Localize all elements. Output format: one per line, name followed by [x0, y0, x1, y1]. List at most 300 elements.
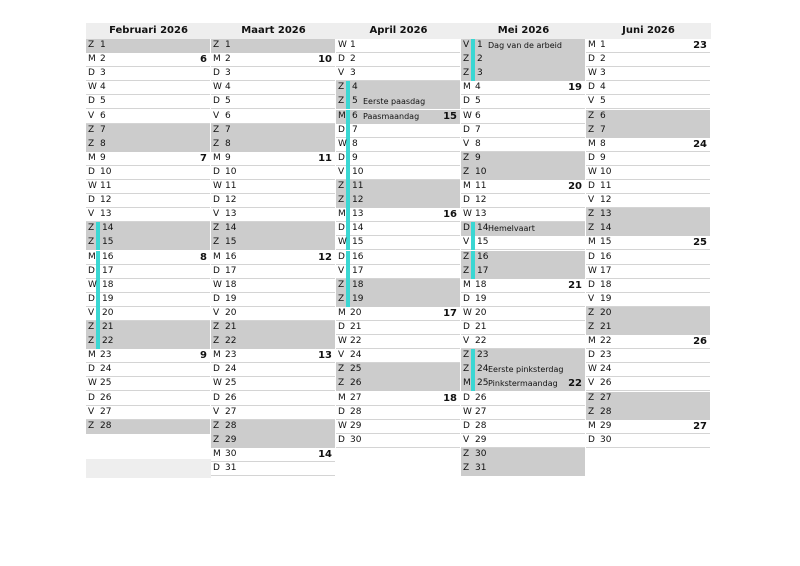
day-row: [461, 194, 585, 208]
day-number: 9: [475, 152, 481, 163]
day-row: [461, 251, 585, 265]
weekday-letter: V: [338, 350, 345, 361]
day-number: 3: [600, 68, 606, 79]
day-number: 14: [225, 223, 237, 234]
day-number: 16: [225, 251, 237, 262]
weekday-letter: W: [213, 82, 222, 93]
day-number: 19: [600, 293, 612, 304]
weekday-letter: Z: [88, 138, 95, 149]
day-number: 15: [225, 237, 237, 248]
weekday-letter: Z: [588, 307, 595, 318]
day-number: 3: [100, 68, 106, 79]
day-row: [211, 95, 335, 109]
day-number: 28: [600, 406, 612, 417]
day-row: [461, 152, 585, 166]
day-row: [86, 95, 210, 109]
weekday-letter: W: [213, 181, 222, 191]
day-number: 29: [350, 420, 362, 431]
day-number: 30: [225, 448, 237, 459]
day-row: [86, 180, 210, 194]
weekday-letter: D: [88, 364, 95, 375]
day-number: 16: [600, 251, 612, 262]
day-number: 17: [600, 265, 612, 276]
weekday-letter: Z: [588, 223, 595, 234]
weekday-letter: V: [588, 195, 595, 206]
holiday-period-bar: [471, 39, 475, 53]
day-row: [211, 279, 335, 293]
day-row: [461, 265, 585, 279]
holiday-period-bar: [96, 307, 100, 321]
holiday-period-bar: [346, 208, 350, 222]
day-row: [461, 307, 585, 321]
day-number: 4: [225, 82, 231, 93]
day-row: [586, 377, 710, 391]
day-row: [586, 349, 710, 363]
day-row: [211, 349, 335, 363]
day-row: [586, 434, 710, 448]
day-number: 24: [100, 364, 112, 375]
week-number: 8: [200, 251, 207, 263]
day-row: [336, 208, 460, 222]
day-row: [461, 420, 585, 434]
weekday-letter: D: [463, 124, 470, 135]
holiday-period-bar: [471, 363, 475, 377]
weekday-letter: Z: [338, 364, 345, 375]
day-number: 12: [100, 195, 112, 206]
day-row: [336, 180, 460, 194]
holiday-period-bar: [346, 180, 350, 194]
weekday-letter: D: [213, 166, 220, 177]
holiday-period-bar: [96, 293, 100, 307]
day-row: [461, 95, 585, 109]
day-row: [336, 349, 460, 363]
weekday-letter: Z: [88, 322, 95, 332]
day-number: 22: [475, 336, 487, 347]
day-number: 12: [600, 195, 612, 206]
day-row: [86, 53, 210, 67]
weekday-letter: V: [463, 237, 470, 248]
day-number: 29: [475, 434, 487, 445]
day-row: [586, 81, 710, 95]
day-number: 3: [477, 68, 483, 79]
day-row: [86, 293, 210, 307]
day-number: 5: [475, 96, 481, 107]
day-number: 20: [475, 307, 487, 318]
weekday-letter: D: [463, 293, 470, 304]
day-row: [586, 110, 710, 124]
day-row: [211, 434, 335, 448]
weekday-letter: Z: [338, 293, 345, 304]
day-number: 24: [225, 364, 237, 375]
day-number: 23: [225, 350, 237, 361]
day-row: [461, 236, 585, 250]
day-row: [211, 194, 335, 208]
day-row: [461, 208, 585, 222]
weekday-letter: Z: [338, 195, 345, 206]
weekday-letter: V: [88, 110, 95, 121]
day-number: 22: [600, 336, 612, 347]
day-number: 15: [352, 237, 364, 248]
month-header: Juni 2026: [586, 23, 711, 39]
day-row: [336, 434, 460, 448]
day-number: 3: [225, 68, 231, 79]
day-number: 31: [475, 463, 487, 473]
weekday-letter: M: [213, 251, 221, 262]
day-row: [86, 335, 210, 349]
day-number: 29: [225, 434, 237, 445]
weekday-letter: Z: [463, 152, 470, 163]
day-row: [86, 110, 210, 124]
week-number: 21: [568, 279, 582, 291]
weekday-letter: D: [88, 195, 95, 206]
holiday-period-bar: [346, 95, 350, 109]
weekday-letter: V: [338, 68, 345, 79]
day-number: 18: [225, 279, 237, 290]
weekday-letter: V: [88, 307, 95, 318]
weekday-letter: D: [213, 195, 220, 206]
weekday-letter: M: [213, 152, 221, 163]
week-number: 9: [200, 350, 207, 362]
holiday-period-bar: [346, 251, 350, 265]
holiday-period-bar: [471, 265, 475, 279]
day-row: [211, 265, 335, 279]
day-number: 18: [600, 279, 612, 290]
weekday-letter: D: [338, 152, 345, 163]
day-number: 8: [100, 138, 106, 149]
day-number: 25: [350, 364, 362, 375]
weekday-letter: D: [88, 68, 95, 79]
day-row: [586, 67, 710, 81]
day-row: [586, 222, 710, 236]
weekday-letter: D: [588, 54, 595, 65]
day-number: 7: [475, 124, 481, 135]
day-row: [336, 124, 460, 138]
day-number: 23: [100, 350, 112, 361]
day-row: [86, 321, 210, 335]
day-row: [211, 335, 335, 349]
day-row: [586, 293, 710, 307]
weekday-letter: V: [213, 307, 220, 318]
day-row: [86, 81, 210, 95]
day-number: 10: [475, 166, 487, 177]
day-row: [336, 335, 460, 349]
day-number: 9: [352, 152, 358, 163]
day-row: [461, 293, 585, 307]
weekday-letter: Z: [463, 463, 470, 473]
weekday-letter: D: [88, 265, 95, 276]
day-number: 16: [102, 251, 114, 262]
weekday-letter: Z: [88, 237, 95, 248]
holiday-period-bar: [346, 279, 350, 293]
day-number: 2: [350, 54, 356, 65]
day-row: [336, 265, 460, 279]
day-row: [586, 194, 710, 208]
day-number: 26: [600, 378, 612, 389]
weekday-letter: M: [588, 138, 596, 149]
day-row: [586, 236, 710, 250]
day-row: [211, 166, 335, 180]
weekday-letter: Z: [213, 138, 220, 149]
day-row: [586, 124, 710, 138]
weekday-letter: V: [588, 378, 595, 389]
weekday-letter: D: [338, 322, 345, 332]
day-row: [86, 67, 210, 81]
weekday-letter: W: [338, 138, 347, 149]
day-row: [586, 265, 710, 279]
weekday-letter: D: [588, 434, 595, 445]
day-number: 21: [225, 322, 237, 332]
weekday-letter: D: [213, 293, 220, 304]
day-number: 2: [100, 54, 106, 65]
day-row: [461, 406, 585, 420]
weekday-letter: W: [338, 420, 347, 431]
day-number: 27: [475, 406, 487, 417]
day-row: [86, 420, 210, 434]
day-row: [461, 448, 585, 462]
holiday-period-bar: [346, 81, 350, 95]
day-number: 20: [225, 307, 237, 318]
day-row: [211, 236, 335, 250]
weekday-letter: D: [588, 152, 595, 163]
weekday-letter: W: [88, 181, 97, 191]
week-number: 24: [693, 138, 707, 150]
week-number: 26: [693, 336, 707, 348]
weekday-letter: D: [588, 251, 595, 262]
day-number: 30: [600, 434, 612, 445]
day-row: [86, 251, 210, 265]
weekday-letter: V: [213, 110, 220, 121]
holiday-period-bar: [96, 236, 100, 250]
day-number: 28: [475, 420, 487, 431]
day-number: 13: [225, 209, 237, 220]
day-row: [586, 363, 710, 377]
day-number: 17: [477, 265, 489, 276]
weekday-letter: V: [463, 138, 470, 149]
weekday-letter: Z: [213, 322, 220, 332]
weekday-letter: D: [338, 406, 345, 417]
holiday-label: Eerste paasdag: [363, 97, 426, 107]
day-number: 11: [100, 181, 112, 191]
day-row: [461, 335, 585, 349]
week-number: 6: [200, 54, 207, 66]
day-row: [86, 222, 210, 236]
day-row: [586, 251, 710, 265]
day-row: [461, 39, 585, 53]
day-row: [211, 124, 335, 138]
day-number: 16: [477, 251, 489, 262]
day-row: [86, 124, 210, 138]
weekday-letter: W: [88, 279, 97, 290]
weekday-letter: D: [213, 364, 220, 375]
weekday-letter: W: [338, 237, 347, 248]
holiday-period-bar: [471, 377, 475, 391]
holiday-period-bar: [96, 265, 100, 279]
day-row: [211, 152, 335, 166]
week-number: 13: [318, 350, 332, 362]
weekday-letter: M: [338, 307, 346, 318]
day-row: [86, 39, 210, 53]
day-number: 20: [600, 307, 612, 318]
weekday-letter: M: [338, 209, 346, 220]
day-row: [461, 321, 585, 335]
day-row: [211, 392, 335, 406]
weekday-letter: D: [88, 166, 95, 177]
weekday-letter: Z: [213, 223, 220, 234]
day-number: 21: [102, 322, 114, 332]
day-row: [211, 208, 335, 222]
weekday-letter: V: [463, 434, 470, 445]
weekday-letter: W: [213, 378, 222, 389]
day-number: 17: [102, 265, 114, 276]
week-number: 27: [693, 420, 707, 432]
day-number: 27: [350, 392, 362, 403]
weekday-letter: W: [588, 265, 597, 276]
week-number: 16: [443, 209, 457, 221]
day-number: 4: [600, 82, 606, 93]
weekday-letter: M: [588, 40, 596, 50]
weekday-letter: W: [88, 378, 97, 389]
day-number: 12: [225, 195, 237, 206]
day-row: [336, 307, 460, 321]
weekday-letter: W: [588, 364, 597, 375]
day-number: 13: [352, 209, 364, 220]
day-number: 1: [100, 40, 106, 50]
day-number: 19: [352, 293, 364, 304]
weekday-letter: M: [88, 350, 96, 361]
day-number: 26: [225, 392, 237, 403]
day-row: [586, 166, 710, 180]
day-row: [586, 208, 710, 222]
day-row: [336, 194, 460, 208]
weekday-letter: Z: [588, 124, 595, 135]
holiday-period-bar: [346, 124, 350, 138]
holiday-period-bar: [346, 152, 350, 166]
day-row: [211, 222, 335, 236]
day-number: 6: [600, 110, 606, 121]
day-row: [586, 53, 710, 67]
day-row: [336, 53, 460, 67]
weekday-letter: Z: [588, 110, 595, 121]
day-number: 7: [100, 124, 106, 135]
day-number: 10: [600, 166, 612, 177]
month-header: Februari 2026: [86, 23, 211, 39]
day-number: 22: [350, 336, 362, 347]
weekday-letter: D: [588, 350, 595, 361]
day-number: 2: [600, 54, 606, 65]
day-number: 4: [475, 82, 481, 93]
day-number: 2: [225, 54, 231, 65]
weekday-letter: D: [213, 463, 220, 473]
day-row: [86, 208, 210, 222]
weekday-letter: Z: [88, 124, 95, 135]
day-row: [336, 293, 460, 307]
day-row: [461, 279, 585, 293]
weekday-letter: D: [338, 124, 345, 135]
weekday-letter: V: [338, 265, 345, 276]
day-row: [461, 222, 585, 236]
day-row: [86, 236, 210, 250]
holiday-label: Dag van de arbeid: [488, 41, 562, 50]
weekday-letter: M: [88, 54, 96, 65]
holiday-period-bar: [96, 251, 100, 265]
day-row: [336, 95, 460, 109]
weekday-letter: D: [463, 420, 470, 431]
weekday-letter: D: [588, 82, 595, 93]
day-row: [86, 194, 210, 208]
day-row: [211, 363, 335, 377]
day-number: 10: [100, 166, 112, 177]
day-row: [586, 321, 710, 335]
day-number: 25: [477, 378, 489, 389]
day-row: [461, 124, 585, 138]
day-row: [461, 67, 585, 81]
weekday-letter: Z: [213, 336, 220, 347]
day-number: 24: [600, 364, 612, 375]
day-row: [211, 406, 335, 420]
weekday-letter: D: [88, 392, 95, 403]
weekday-letter: D: [463, 392, 470, 403]
day-row: [86, 138, 210, 152]
weekday-letter: W: [463, 307, 472, 318]
day-row: [86, 363, 210, 377]
weekday-letter: M: [213, 350, 221, 361]
week-number: 15: [443, 110, 457, 122]
weekday-letter: Z: [588, 209, 595, 220]
day-number: 14: [352, 223, 364, 234]
day-row: [461, 377, 585, 391]
weekday-letter: Z: [88, 40, 95, 50]
weekday-letter: M: [213, 54, 221, 65]
weekday-letter: Z: [463, 265, 470, 276]
day-number: 12: [352, 195, 364, 206]
day-number: 18: [102, 279, 114, 290]
day-number: 10: [352, 166, 364, 177]
day-number: 21: [600, 322, 612, 332]
day-row: [461, 81, 585, 95]
weekday-letter: D: [463, 322, 470, 332]
day-row: [586, 279, 710, 293]
day-number: 9: [225, 152, 231, 163]
day-row: [336, 110, 460, 124]
weekday-letter: D: [463, 195, 470, 206]
week-number: 20: [568, 181, 582, 192]
day-row: [586, 335, 710, 349]
holiday-period-bar: [346, 166, 350, 180]
day-number: 9: [100, 152, 106, 163]
month-header: Maart 2026: [211, 23, 336, 39]
day-number: 27: [600, 392, 612, 403]
day-number: 30: [350, 434, 362, 445]
holiday-label: Paasmaandag: [363, 111, 420, 121]
weekday-letter: Z: [88, 336, 95, 347]
day-number: 6: [225, 110, 231, 121]
weekday-letter: V: [338, 166, 345, 177]
day-number: 5: [600, 96, 606, 107]
day-row: [336, 152, 460, 166]
day-row: [86, 377, 210, 391]
weekday-letter: M: [463, 181, 471, 191]
day-number: 15: [102, 237, 114, 248]
weekday-letter: Z: [88, 223, 95, 234]
day-number: 1: [600, 40, 606, 50]
day-row: [336, 251, 460, 265]
day-number: 20: [102, 307, 114, 318]
week-number: 7: [200, 152, 207, 164]
day-number: 5: [100, 96, 106, 107]
day-row: [86, 265, 210, 279]
day-row: [336, 377, 460, 391]
day-row: [586, 39, 710, 53]
